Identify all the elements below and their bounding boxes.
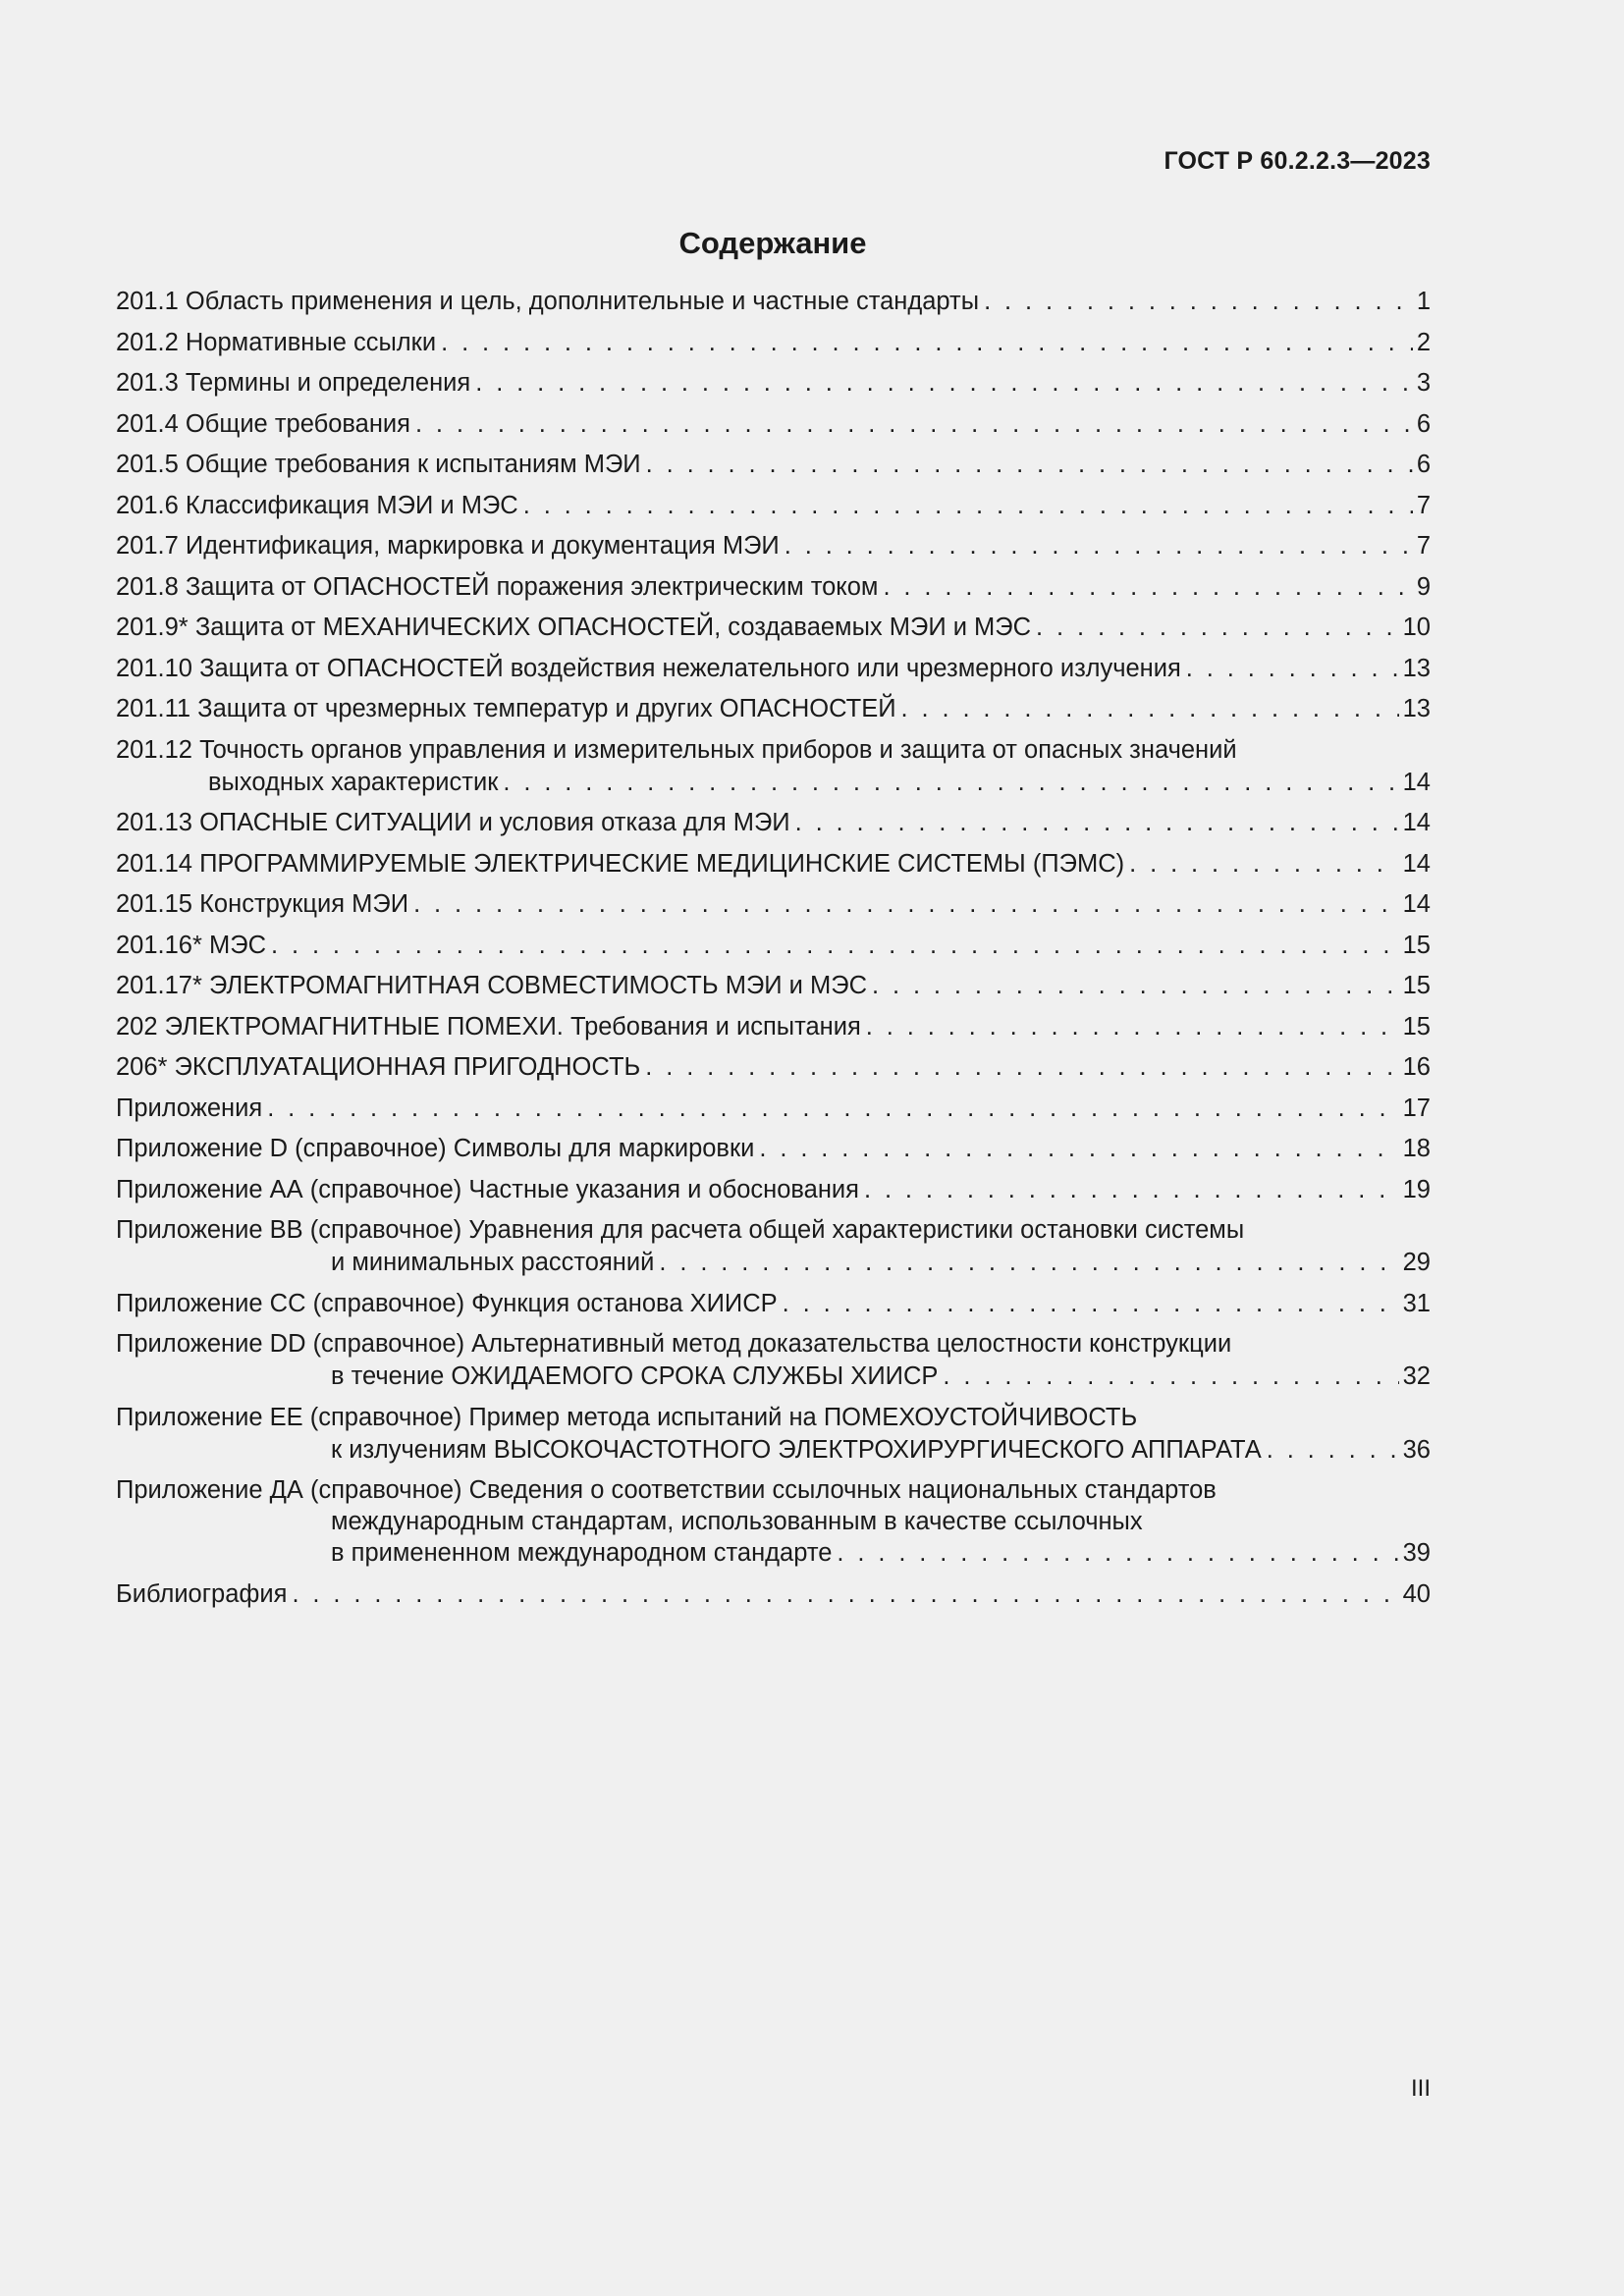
- leader-dots: [864, 1174, 1399, 1206]
- toc-entry-page: 9: [1416, 572, 1431, 601]
- toc-entry-title-continuation: в течение ОЖИДАЕМОГО СРОКА СЛУЖБЫ ХИИСР: [331, 1362, 939, 1390]
- toc-entry[interactable]: [116, 888, 1431, 921]
- toc-entry[interactable]: [116, 1011, 1431, 1043]
- toc-entry-page: 15: [1402, 1012, 1431, 1041]
- toc-entry[interactable]: [116, 930, 1431, 962]
- toc-entry-page: 14: [1402, 768, 1431, 796]
- toc-entry-page: 32: [1402, 1362, 1431, 1390]
- toc-entry-page: 1: [1416, 288, 1431, 315]
- leader-dots: [795, 807, 1399, 839]
- toc-entry-page: 40: [1402, 1579, 1431, 1608]
- toc-entry[interactable]: [116, 1288, 1431, 1320]
- toc-entry-title: Приложение D (справочное) Символы для маркировки: [116, 1135, 755, 1162]
- leader-dots: [1267, 1434, 1399, 1467]
- toc-entry[interactable]: [116, 449, 1431, 481]
- leader-dots: [783, 1288, 1399, 1320]
- toc-entry-page: 14: [1402, 890, 1431, 918]
- leader-dots: [1186, 653, 1399, 685]
- leader-dots: [872, 970, 1399, 1002]
- toc-entry-title: 201.9* Защита от МЕХАНИЧЕСКИХ ОПАСНОСТЕЙ, создаваемых МЭИ и МЭС: [116, 614, 1032, 641]
- toc-entry-page: 18: [1402, 1135, 1431, 1162]
- toc-entry-title-line: Приложение DD (справочное) Альтернативный метод доказательства целостности конструкции: [116, 1330, 1232, 1358]
- leader-dots: [759, 1133, 1398, 1165]
- leader-dots: [271, 930, 1399, 962]
- leader-dots: [866, 1011, 1399, 1043]
- toc-entry-title-continuation: в примененном международном стандарте: [331, 1539, 833, 1567]
- toc-entry-title: 201.16* МЭС: [116, 931, 266, 959]
- toc-entry[interactable]: [116, 1051, 1431, 1084]
- toc-entry-page: 14: [1402, 809, 1431, 836]
- leader-dots: [1036, 612, 1399, 644]
- toc-entry[interactable]: [116, 1474, 1431, 1570]
- toc-entry-title: 201.4 Общие требования: [116, 409, 410, 438]
- toc-entry-page: 6: [1416, 409, 1431, 438]
- leader-dots: [943, 1361, 1398, 1393]
- toc-entry-page: 39: [1402, 1539, 1431, 1567]
- toc-entry-page: 6: [1416, 451, 1431, 478]
- toc-entry-page: 17: [1402, 1094, 1431, 1122]
- toc-entry[interactable]: [116, 1093, 1431, 1125]
- leader-dots: [901, 693, 1399, 725]
- toc-entry-title: 201.5 Общие требования к испытаниям МЭИ: [116, 451, 641, 478]
- toc-entry[interactable]: [116, 408, 1431, 441]
- toc-entry[interactable]: [116, 807, 1431, 839]
- leader-dots: [785, 530, 1413, 562]
- toc-entry-page: 7: [1416, 491, 1431, 519]
- toc-entry-title: Приложение СС (справочное) Функция останова ХИИСР: [116, 1289, 778, 1317]
- toc-entry[interactable]: [116, 530, 1431, 562]
- toc-entry-title: 201.8 Защита от ОПАСНОСТЕЙ поражения электрическим током: [116, 572, 879, 601]
- toc-entry[interactable]: [116, 734, 1431, 799]
- toc-entry-page: 13: [1402, 695, 1431, 722]
- toc-entry[interactable]: [116, 1402, 1431, 1467]
- toc-entry-title-line: Приложение ДА (справочное) Сведения о соответствии ссылочных национальных стандартов: [116, 1476, 1217, 1504]
- leader-dots: [441, 327, 1413, 359]
- leader-dots: [837, 1537, 1398, 1570]
- leader-dots: [645, 1051, 1398, 1084]
- toc-entry[interactable]: [116, 571, 1431, 604]
- toc-entry-title: Приложения: [116, 1094, 263, 1122]
- leader-dots: [984, 286, 1413, 318]
- toc-entry-title-line: Приложение ВВ (справочное) Уравнения для расчета общей характеристики остановки системы: [116, 1216, 1245, 1244]
- toc-entry-page: 16: [1402, 1053, 1431, 1081]
- toc-entry[interactable]: [116, 848, 1431, 881]
- toc-entry-title: 201.15 Конструкция МЭИ: [116, 890, 409, 918]
- toc-entry[interactable]: [116, 286, 1431, 318]
- toc-entry[interactable]: [116, 1174, 1431, 1206]
- leader-dots: [292, 1578, 1398, 1611]
- page-title: Содержание: [678, 226, 867, 260]
- leader-dots: [523, 490, 1413, 522]
- toc-entry-page: 3: [1416, 369, 1431, 397]
- toc-entry-page: 19: [1402, 1175, 1431, 1203]
- toc-entry-title: 201.2 Нормативные ссылки: [116, 328, 437, 356]
- leader-dots: [1129, 848, 1399, 881]
- toc-entry-page: 31: [1402, 1289, 1431, 1317]
- toc-entry-title: 201.3 Термины и определения: [116, 369, 471, 397]
- leader-dots: [475, 367, 1413, 400]
- toc-entry-title-line: Приложение ЕЕ (справочное) Пример метода испытаний на ПОМЕХОУСТОЙЧИВОСТЬ: [116, 1403, 1138, 1431]
- leader-dots: [267, 1093, 1398, 1125]
- toc-entry-title: Библиография: [116, 1579, 288, 1608]
- table-of-contents: [116, 286, 1431, 1619]
- toc-entry-title: Приложение АА (справочное) Частные указания и обоснования: [116, 1175, 859, 1203]
- page-number: III: [1410, 2075, 1431, 2102]
- toc-entry-title: 201.17* ЭЛЕКТРОМАГНИТНАЯ СОВМЕСТИМОСТЬ МЭИ и МЭС: [116, 972, 867, 999]
- toc-entry[interactable]: [116, 367, 1431, 400]
- toc-entry-page: 10: [1402, 614, 1431, 641]
- toc-entry[interactable]: [116, 653, 1431, 685]
- leader-dots: [413, 888, 1399, 921]
- toc-entry-title: 201.1 Область применения и цель, дополнительные и частные стандарты: [116, 288, 980, 315]
- toc-entry-title: 202 ЭЛЕКТРОМАГНИТНЫЕ ПОМЕХИ. Требования и испытания: [116, 1012, 861, 1041]
- toc-entry-page: 15: [1402, 972, 1431, 999]
- leader-dots: [415, 408, 1413, 441]
- toc-entry-page: 2: [1416, 328, 1431, 356]
- leader-dots: [503, 767, 1398, 799]
- toc-entry-title: 201.13 ОПАСНЫЕ СИТУАЦИИ и условия отказа для МЭИ: [116, 809, 790, 836]
- leader-dots: [646, 449, 1413, 481]
- toc-entry[interactable]: [116, 1133, 1431, 1165]
- toc-entry-page: 29: [1402, 1249, 1431, 1276]
- toc-entry-title: 201.6 Классификация МЭИ и МЭС: [116, 491, 518, 519]
- toc-entry-page: 14: [1402, 849, 1431, 878]
- toc-entry-page: 15: [1402, 931, 1431, 959]
- toc-entry[interactable]: [116, 693, 1431, 725]
- leader-dots: [883, 571, 1412, 604]
- toc-entry[interactable]: [116, 1578, 1431, 1611]
- toc-entry-title: 201.10 Защита от ОПАСНОСТЕЙ воздействия нежелательного или чрезмерного излучения: [116, 654, 1181, 682]
- toc-entry[interactable]: [116, 327, 1431, 359]
- toc-entry-title: 201.14 ПРОГРАММИРУЕМЫЕ ЭЛЕКТРИЧЕСКИЕ МЕДИЦИНСКИЕ СИСТЕМЫ (ПЭМС): [116, 849, 1125, 878]
- toc-entry-title-line: 201.12 Точность органов управления и измерительных приборов и защита от опасных значений: [116, 735, 1237, 764]
- toc-entry-title: 201.7 Идентификация, маркировка и документация МЭИ: [116, 532, 780, 560]
- toc-entry-title-line: международным стандартам, использованным в качестве ссылочных: [331, 1508, 1143, 1535]
- toc-entry[interactable]: [116, 1214, 1431, 1279]
- document-code: ГОСТ Р 60.2.2.3—2023: [1164, 147, 1431, 175]
- toc-entry[interactable]: [116, 1328, 1431, 1393]
- toc-entry-title-continuation: выходных характеристик: [208, 768, 499, 796]
- toc-entry-page: 7: [1416, 532, 1431, 560]
- toc-entry-title: 206* ЭКСПЛУАТАЦИОННАЯ ПРИГОДНОСТЬ: [116, 1053, 641, 1081]
- toc-entry[interactable]: [116, 490, 1431, 522]
- toc-entry-title-continuation: и минимальных расстояний: [331, 1249, 655, 1276]
- toc-entry[interactable]: [116, 612, 1431, 644]
- toc-entry-page: 13: [1402, 654, 1431, 682]
- leader-dots: [659, 1247, 1398, 1279]
- toc-entry-page: 36: [1402, 1435, 1431, 1464]
- toc-entry-title-continuation: к излучениям ВЫСОКОЧАСТОТНОГО ЭЛЕКТРОХИРУРГИЧЕСКОГО АППАРАТА: [331, 1435, 1262, 1464]
- toc-entry[interactable]: [116, 970, 1431, 1002]
- toc-entry-title: 201.11 Защита от чрезмерных температур и других ОПАСНОСТЕЙ: [116, 695, 896, 722]
